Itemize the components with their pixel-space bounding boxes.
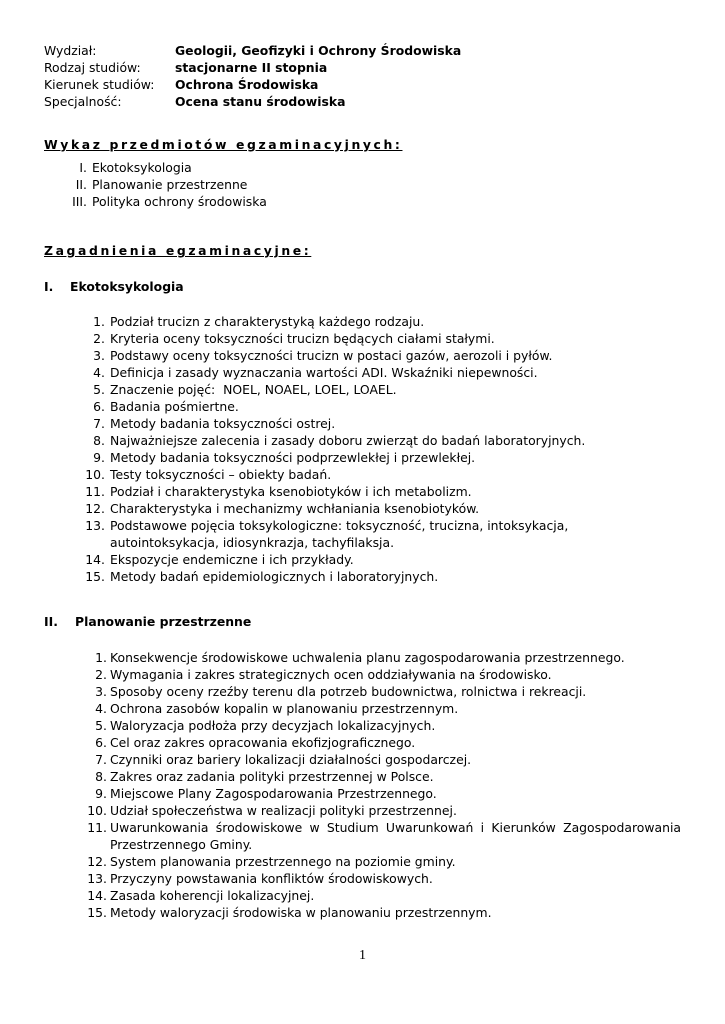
list-item	[70, 432, 681, 449]
list-item-number: 13.	[85, 518, 105, 533]
list-item-text: Przyczyny powstawania konfliktów środowiskowych.	[110, 871, 433, 886]
list-item	[70, 768, 681, 785]
list-item-text: Uwarunkowania środowiskowe w Studium Uwarunkowań i Kierunków Zagospodarowania Przestrzennego Gminy.	[110, 820, 681, 852]
list-item-text: Waloryzacja podłoża przy decyzjach lokalizacyjnych.	[110, 718, 436, 733]
list-item-number: 15.	[85, 569, 105, 584]
list-item	[70, 853, 681, 870]
list-item-number: 3.	[93, 348, 105, 363]
issues-heading: Zagadnienia egzaminacyjne:	[44, 243, 312, 258]
section-title-text: Ekotoksykologia	[70, 279, 184, 294]
list-item	[70, 551, 681, 568]
subjects-heading: Wykaz przedmiotów egzaminacyjnych:	[44, 137, 403, 152]
list-item-text: Metody badań epidemiologicznych i laboratoryjnych.	[110, 569, 439, 584]
list-item	[70, 415, 681, 432]
list-item-number: 8.	[95, 769, 107, 784]
list-item	[70, 683, 681, 700]
study-type-row	[44, 59, 461, 76]
list-item-text: Czynniki oraz bariery lokalizacji działalności gospodarczej.	[110, 752, 472, 767]
field-of-study-value: Ochrona Środowiska	[175, 77, 319, 92]
list-item	[70, 904, 681, 921]
list-item-number: 5.	[95, 718, 107, 733]
list-item	[70, 819, 681, 853]
spatial-planning-topics	[70, 649, 681, 921]
list-item	[70, 887, 681, 904]
specialty-row	[44, 93, 461, 110]
list-item-number: I.	[79, 160, 87, 175]
list-item-text: Konsekwencje środowiskowe uchwalenia planu zagospodarowania przestrzennego.	[110, 650, 625, 665]
field-of-study-row	[44, 76, 461, 93]
list-item-number: 13.	[87, 871, 107, 886]
list-item	[70, 517, 681, 551]
list-item-text: Polityka ochrony środowiska	[91, 194, 267, 209]
list-item-number: 9.	[93, 450, 105, 465]
page-number: 1	[359, 948, 366, 963]
list-item-number: 15.	[87, 905, 107, 920]
list-item	[70, 500, 681, 517]
list-item-number: II.	[75, 177, 87, 192]
list-item	[44, 159, 267, 176]
study-type-label: Rodzaj studiów:	[44, 60, 141, 75]
list-item	[70, 700, 681, 717]
list-item	[70, 734, 681, 751]
list-item-text: Sposoby oceny rzeźby terenu dla potrzeb budownictwa, rolnictwa i rekreacji.	[110, 684, 587, 699]
program-info	[44, 42, 461, 110]
list-item-text: Charakterystyka i mechanizmy wchłaniania ksenobiotyków.	[110, 501, 480, 516]
list-item-text: Zasada koherencji lokalizacyjnej.	[110, 888, 315, 903]
list-item-number: 11.	[87, 820, 107, 835]
list-item-number: 12.	[87, 854, 107, 869]
faculty-row	[44, 42, 461, 59]
ecotoxicology-topics	[70, 313, 681, 585]
list-item-text: Znaczenie pojęć: NOEL, NOAEL, LOEL, LOAEL.	[110, 382, 397, 397]
section-title-text: Planowanie przestrzenne	[75, 614, 252, 629]
list-item-number: 7.	[93, 416, 105, 431]
list-item	[70, 483, 681, 500]
section-title-spatial-planning	[44, 614, 251, 629]
section-number: II.	[44, 614, 58, 629]
list-item-text: Najważniejsze zalecenia i zasady doboru zwierząt do badań laboratoryjnych.	[110, 433, 586, 448]
list-item	[70, 398, 681, 415]
list-item-number: 6.	[95, 735, 107, 750]
list-item-text: Planowanie przestrzenne	[91, 177, 248, 192]
list-item-text: Kryteria oceny toksyczności trucizn będących ciałami stałymi.	[110, 331, 495, 346]
list-item-number: 4.	[93, 365, 105, 380]
list-item-text: Ochrona zasobów kopalin w planowaniu przestrzennym.	[110, 701, 459, 716]
list-item	[70, 802, 681, 819]
specialty-value: Ocena stanu środowiska	[175, 94, 346, 109]
list-item	[70, 751, 681, 768]
list-item	[70, 666, 681, 683]
list-item-number: 14.	[87, 888, 107, 903]
section-number: I.	[44, 279, 54, 294]
list-item	[70, 568, 681, 585]
faculty-value: Geologii, Geofizyki i Ochrony Środowiska	[175, 43, 462, 58]
list-item	[44, 193, 267, 210]
list-item	[70, 347, 681, 364]
list-item-number: 2.	[93, 331, 105, 346]
list-item	[70, 330, 681, 347]
list-item-number: 14.	[85, 552, 105, 567]
list-item	[70, 449, 681, 466]
specialty-label: Specjalność:	[44, 94, 122, 109]
list-item-number: 2.	[95, 667, 107, 682]
list-item-text: Zakres oraz zadania polityki przestrzennej w Polsce.	[110, 769, 434, 784]
list-item-text: Podział trucizn z charakterystyką każdego rodzaju.	[110, 314, 425, 329]
list-item-number: 9.	[95, 786, 107, 801]
list-item-text: Ekotoksykologia	[91, 160, 192, 175]
list-item	[70, 313, 681, 330]
list-item	[70, 870, 681, 887]
list-item	[70, 466, 681, 483]
list-item-text: Metody badania toksyczności ostrej.	[110, 416, 336, 431]
list-item-text: Metody waloryzacji środowiska w planowaniu przestrzennym.	[110, 905, 492, 920]
subjects-list	[44, 159, 267, 210]
list-item-text: Udział społeczeństwa w realizacji polityki przestrzennej.	[110, 803, 457, 818]
list-item-number: 10.	[87, 803, 107, 818]
list-item	[70, 381, 681, 398]
list-item-number: 7.	[95, 752, 107, 767]
list-item	[70, 649, 681, 666]
list-item-number: 10.	[85, 467, 105, 482]
list-item-text: Podział i charakterystyka ksenobiotyków i ich metabolizm.	[110, 484, 472, 499]
section-title-ecotoxicology	[44, 279, 184, 294]
list-item-text: Podstawowe pojęcia toksykologiczne: toksyczność, trucizna, intoksykacja, autointoksykacja, idiosynkrazja, tachyfilaksja.	[110, 518, 569, 550]
list-item-number: 3.	[95, 684, 107, 699]
list-item-text: Wymagania i zakres strategicznych ocen oddziaływania na środowisko.	[110, 667, 552, 682]
field-of-study-label: Kierunek studiów:	[44, 77, 155, 92]
list-item-number: 12.	[85, 501, 105, 516]
list-item-number: 1.	[93, 314, 105, 329]
list-item	[70, 364, 681, 381]
list-item-text: Podstawy oceny toksyczności trucizn w postaci gazów, aerozoli i pyłów.	[110, 348, 553, 363]
list-item-number: 5.	[93, 382, 105, 397]
list-item	[70, 785, 681, 802]
list-item-text: Miejscowe Plany Zagospodarowania Przestrzennego.	[110, 786, 437, 801]
list-item-text: Testy toksyczności – obiekty badań.	[110, 467, 332, 482]
list-item-text: Cel oraz zakres opracowania ekofizjograficznego.	[110, 735, 416, 750]
list-item-number: 11.	[85, 484, 105, 499]
list-item	[44, 176, 267, 193]
list-item-number: 1.	[95, 650, 107, 665]
list-item-text: Metody badania toksyczności podprzewlekłej i przewlekłej.	[110, 450, 476, 465]
faculty-label: Wydział:	[44, 43, 97, 58]
list-item-text: System planowania przestrzennego na poziomie gminy.	[110, 854, 456, 869]
list-item-number: 4.	[95, 701, 107, 716]
study-type-value: stacjonarne II stopnia	[175, 60, 328, 75]
list-item-text: Definicja i zasady wyznaczania wartości ADI. Wskaźniki niepewności.	[110, 365, 538, 380]
list-item-number: III.	[72, 194, 87, 209]
list-item-text: Ekspozycje endemiczne i ich przykłady.	[110, 552, 354, 567]
list-item	[70, 717, 681, 734]
list-item-text: Badania pośmiertne.	[110, 399, 239, 414]
list-item-number: 8.	[93, 433, 105, 448]
list-item-number: 6.	[93, 399, 105, 414]
